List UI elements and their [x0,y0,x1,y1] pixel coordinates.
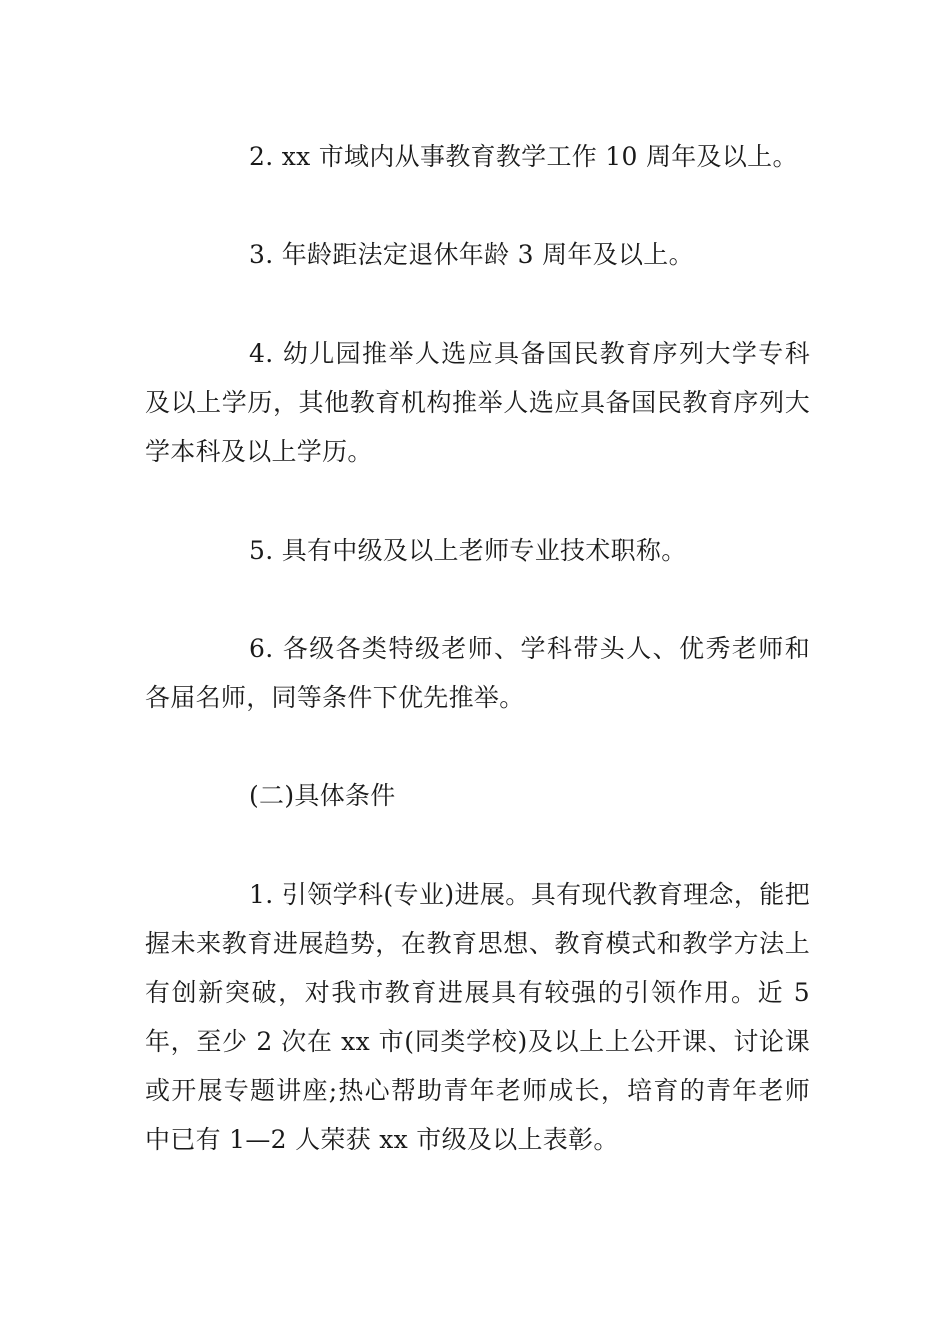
paragraph-condition-3: 3. 年龄距法定退休年龄 3 周年及以上。 [249,240,694,269]
paragraph-condition-2: 2. xx 市域内从事教育教学工作 10 周年及以上。 [249,142,798,171]
paragraph-specific-condition-1: 1. 引领学科(专业)进展。具有现代教育理念，能把握未来教育进展趋势，在教育思想、教育模式和教学方法上有创新突破，对我市教育进展具有较强的引领作用。近 5 年，至少 2 次在 xx 市(同类学校)及以上上公开课、讨论课或开展专题讲座;热心帮助青年老师成长，培育的青年老师中已有 1—2 人荣获 xx 市级及以上表彰。 [145,880,810,1154]
paragraph-condition-4: 4. 幼儿园推举人选应具备国民教育序列大学专科及以上学历，其他教育机构推举人选应具备国民教育序列大学本科及以上学历。 [145,339,810,466]
section-heading-specific-conditions: (二)具体条件 [249,781,396,810]
paragraph-condition-5: 5. 具有中级及以上老师专业技术职称。 [249,536,687,565]
paragraph-condition-6: 6. 各级各类特级老师、学科带头人、优秀老师和各届名师，同等条件下优先推举。 [145,634,810,712]
